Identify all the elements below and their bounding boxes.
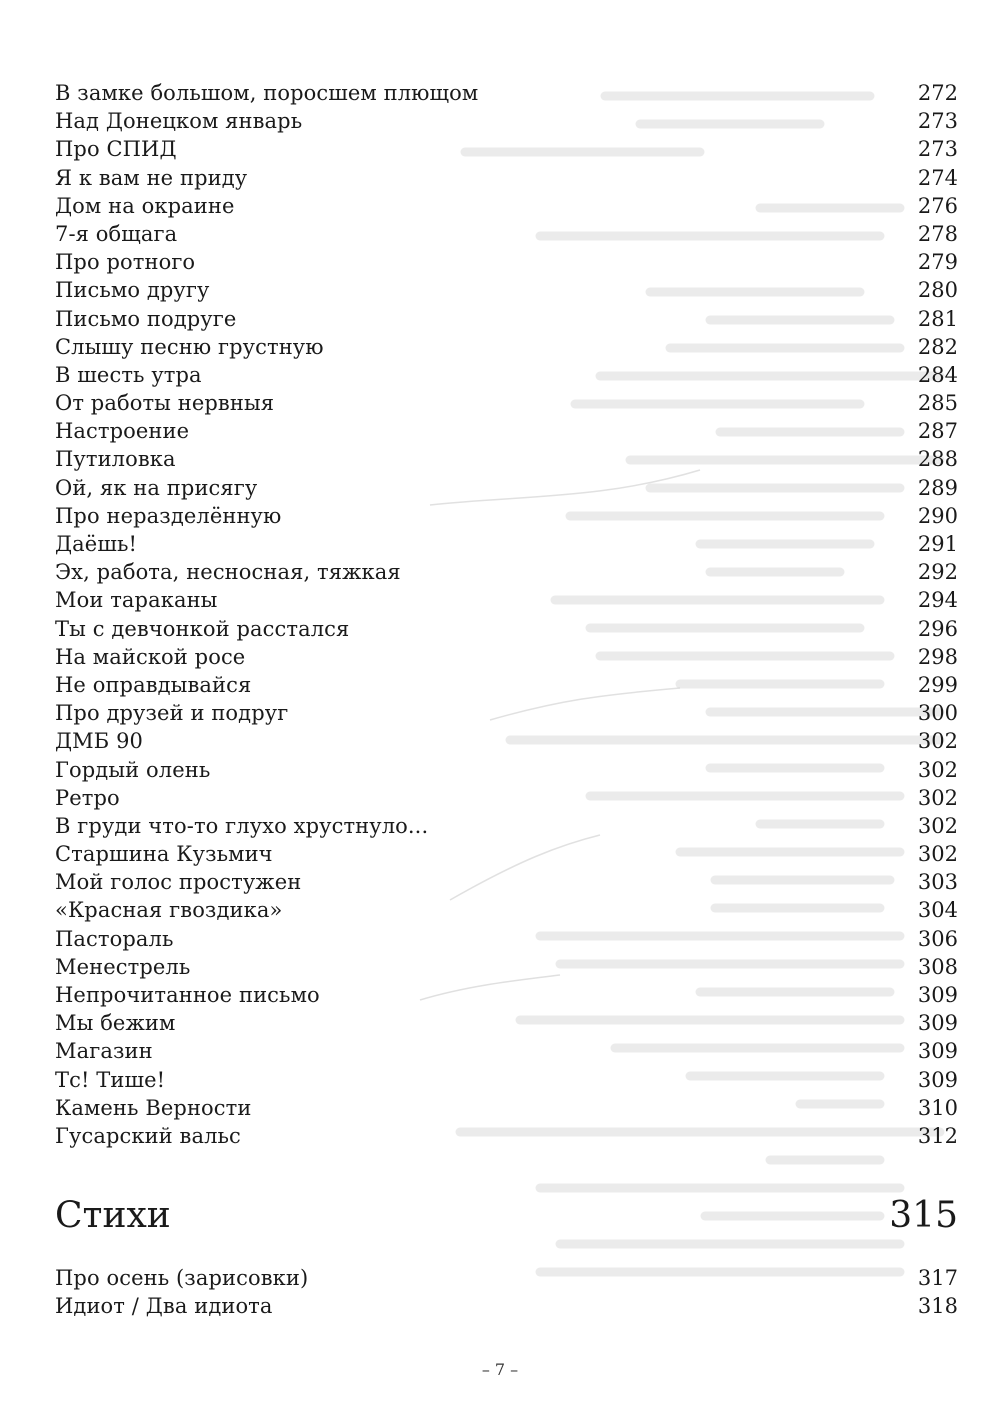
toc-entry-title: Мы бежим: [55, 1011, 176, 1036]
toc-entry-title: Настроение: [55, 419, 190, 444]
toc-entry-title: Над Донецком январь: [55, 109, 303, 134]
toc-entry-page: 318: [917, 1294, 958, 1319]
toc-entry: [55, 474, 958, 502]
section-page-number: 315: [889, 1195, 958, 1236]
toc-entry: [55, 615, 958, 643]
toc-entry: [55, 812, 958, 840]
toc-entry: [55, 643, 958, 671]
section-title: Стихи: [55, 1195, 171, 1236]
toc-entry: [55, 502, 958, 530]
toc-entry-title: Тс! Тише!: [55, 1067, 166, 1092]
toc-entry: [55, 135, 958, 163]
toc-entry-page: 299: [917, 672, 958, 697]
toc-entry: [55, 1094, 958, 1122]
toc-entry-title: Мой голос простужен: [55, 870, 302, 895]
toc-entry-page: 287: [917, 419, 958, 444]
toc-entry: [55, 248, 958, 276]
toc-entry: [55, 981, 958, 1009]
toc-entry-title: От работы нервныя: [55, 391, 275, 416]
toc-entry: [55, 79, 958, 107]
toc-entry: [55, 445, 958, 473]
toc-entry-title: Дом на окраине: [55, 193, 235, 218]
toc-entry-title: На майской росе: [55, 644, 246, 669]
toc-entry-title: Мои тараканы: [55, 588, 218, 613]
section-entries: [55, 1264, 958, 1320]
toc-entry-page: 317: [917, 1266, 958, 1290]
toc-entry-page: 272: [917, 81, 958, 105]
toc-entry: [55, 164, 958, 192]
toc-entry-title: Про осень (зарисовки): [55, 1266, 309, 1290]
toc-entry: [55, 361, 958, 389]
toc-entry-page: 278: [917, 221, 958, 246]
toc-entry-page: 274: [917, 165, 958, 190]
toc-entry: [55, 868, 958, 896]
toc-entry-title: В груди что-то глухо хрустнуло...: [55, 813, 429, 838]
toc-entry: [55, 671, 958, 699]
toc-entry: [55, 756, 958, 784]
toc-entry-page: 302: [917, 813, 958, 838]
toc-entry: [55, 586, 958, 614]
toc-entry-page: 309: [917, 1039, 958, 1064]
toc-entry-title: Про СПИД: [55, 137, 177, 162]
toc-entry-page: 302: [917, 729, 958, 754]
toc-entry-title: В шесть утра: [55, 362, 202, 387]
toc-entry: [55, 192, 958, 220]
table-of-contents: [55, 79, 958, 1150]
toc-entry: [55, 1292, 958, 1320]
toc-entry-page: 309: [917, 1067, 958, 1092]
toc-entry-page: 290: [917, 503, 958, 528]
section-heading: [55, 1192, 958, 1240]
toc-entry: [55, 1264, 958, 1292]
toc-entry-title: Не оправдывайся: [55, 672, 252, 697]
toc-entry-title: Гордый олень: [55, 757, 211, 782]
toc-entry-page: 302: [917, 842, 958, 867]
toc-entry-page: 296: [917, 616, 958, 641]
toc-entry-title: «Красная гвоздика»: [55, 898, 283, 923]
toc-entry-page: 280: [917, 278, 958, 303]
toc-entry: [55, 896, 958, 924]
toc-entry-page: 302: [917, 757, 958, 782]
toc-entry-page: 285: [917, 391, 958, 416]
toc-entry-title: 7-я общага: [55, 221, 178, 246]
toc-entry-page: 284: [917, 362, 958, 387]
toc-entry: [55, 784, 958, 812]
toc-entry-title: Магазин: [55, 1039, 153, 1064]
toc-entry-page: 306: [917, 926, 958, 951]
toc-entry-title: Даёшь!: [55, 532, 138, 556]
toc-entry-title: ДМБ 90: [55, 729, 144, 754]
toc-entry: [55, 107, 958, 135]
toc-entry: [55, 417, 958, 445]
toc-entry: [55, 333, 958, 361]
toc-entry-title: Эх, работа, несносная, тяжкая: [55, 560, 401, 585]
toc-entry-page: 309: [917, 1011, 958, 1036]
toc-entry-page: 294: [917, 588, 958, 613]
toc-entry-page: 291: [917, 532, 958, 556]
toc-entry-page: 281: [917, 306, 958, 331]
toc-entry: [55, 925, 958, 953]
toc-entry: [55, 1037, 958, 1065]
toc-entry-title: Про ротного: [55, 250, 196, 275]
toc-entry: [55, 389, 958, 417]
page-folio: – 7 –: [481, 1360, 519, 1379]
toc-entry-title: В замке большом, поросшем плющом: [55, 81, 479, 105]
toc-entry-title: Непрочитанное письмо: [55, 983, 320, 1007]
toc-entry: [55, 699, 958, 727]
toc-entry-title: Ты с девчонкой расстался: [55, 616, 350, 641]
toc-entry-page: 276: [917, 193, 958, 218]
toc-entry: [55, 1009, 958, 1037]
toc-entry: [55, 220, 958, 248]
toc-entry-page: 273: [917, 137, 958, 162]
toc-entry: [55, 1066, 958, 1094]
toc-entry: [55, 953, 958, 981]
toc-entry: [55, 305, 958, 333]
toc-entry-page: 273: [917, 109, 958, 134]
toc-entry-title: Про неразделённую: [55, 503, 282, 528]
toc-entry: [55, 276, 958, 304]
toc-entry: [55, 558, 958, 586]
toc-entry-title: Слышу песню грустную: [55, 334, 324, 359]
toc-entry: [55, 1122, 958, 1150]
toc-entry-page: 292: [917, 560, 958, 585]
toc-entry-title: Камень Верности: [55, 1095, 252, 1120]
toc-entry-page: 300: [917, 701, 958, 726]
toc-entry-page: 308: [917, 954, 958, 979]
toc-entry-title: Пастораль: [55, 926, 174, 951]
toc-entry-page: 310: [917, 1095, 958, 1120]
toc-entry-page: 302: [917, 785, 958, 810]
toc-entry: [55, 530, 958, 558]
toc-entry-title: Письмо другу: [55, 278, 210, 303]
toc-entry-page: 312: [917, 1123, 958, 1148]
toc-entry-page: 279: [917, 250, 958, 275]
toc-entry-title: Про друзей и подруг: [55, 701, 289, 726]
toc-entry-title: Я к вам не приду: [55, 165, 248, 190]
toc-entry-page: 298: [917, 644, 958, 669]
toc-entry-title: Путиловка: [55, 447, 176, 472]
toc-entry-page: 309: [917, 983, 958, 1007]
toc-entry-title: Письмо подруге: [55, 306, 237, 331]
toc-entry-title: Менестрель: [55, 954, 191, 979]
toc-entry: [55, 840, 958, 868]
toc-entry: [55, 727, 958, 755]
toc-entry-title: Старшина Кузьмич: [55, 842, 273, 867]
toc-entry-page: 288: [917, 447, 958, 472]
toc-entry-page: 304: [917, 898, 958, 923]
toc-entry-page: 289: [917, 475, 958, 500]
toc-entry-title: Идиот / Два идиота: [55, 1294, 273, 1319]
toc-entry-page: 303: [917, 870, 958, 895]
toc-entry-title: Ой, як на присягу: [55, 475, 258, 500]
toc-entry-title: Гусарский вальс: [55, 1123, 241, 1148]
toc-entry-page: 282: [917, 334, 958, 359]
toc-entry-title: Ретро: [55, 785, 120, 810]
